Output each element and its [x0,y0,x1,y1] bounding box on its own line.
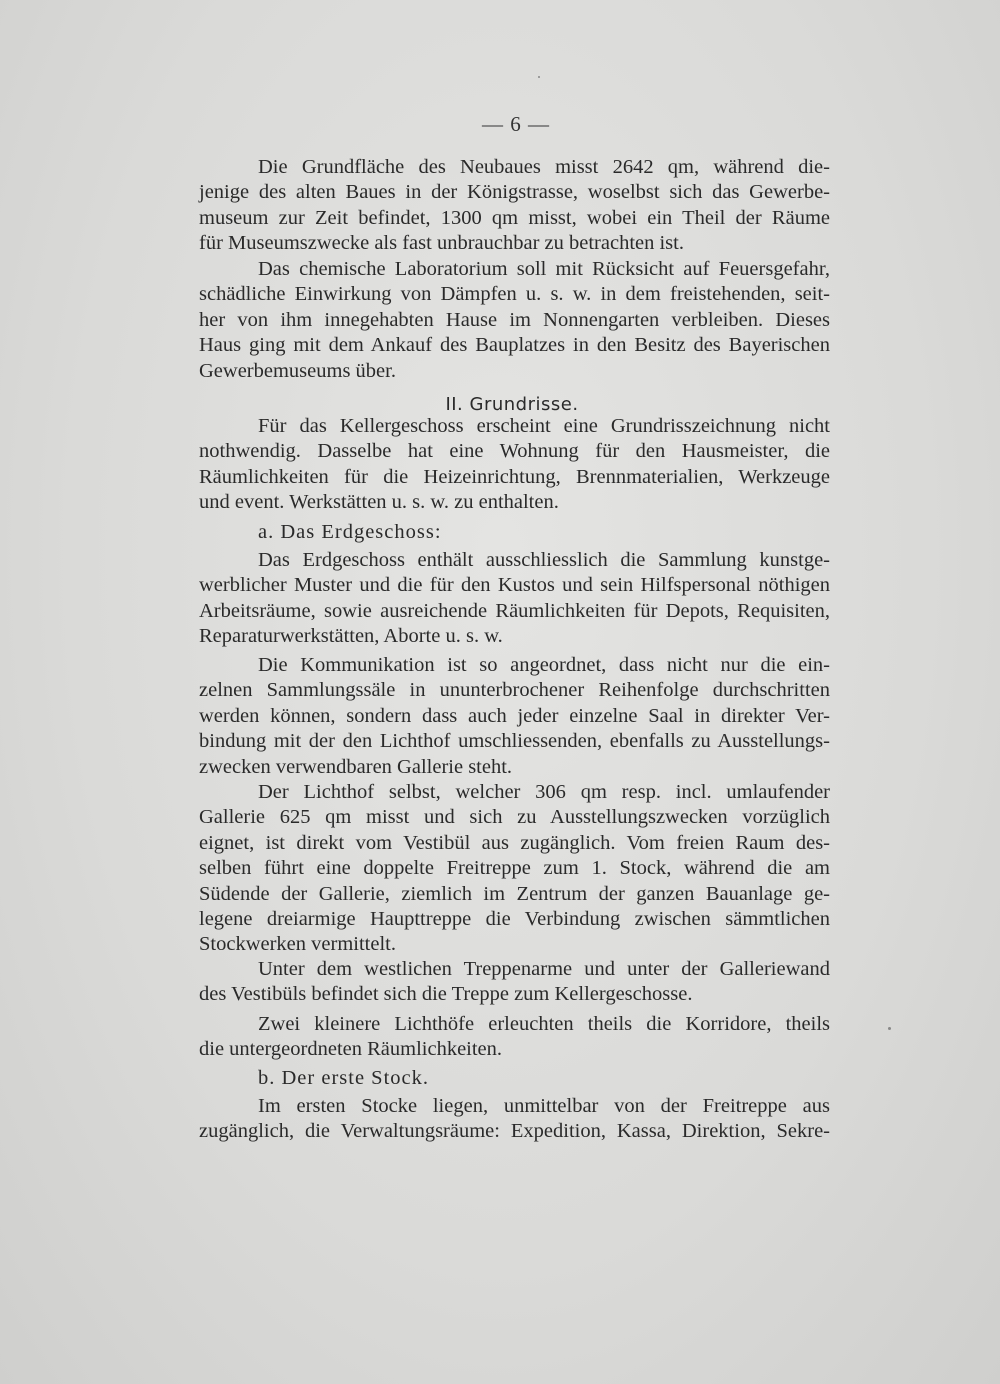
text-line: Stockwerken vermittelt. [199,933,396,956]
paragraph-lichthoefe [199,1012,830,1063]
subheading-erdgeschoss: a. Das Erdgeschoss: [258,521,442,543]
scan-speck [538,76,540,78]
text-line: Südende der Gallerie, ziemlich im Zentrum der ganzen Bauanlage ge- [199,882,830,905]
text-line: selben führt eine doppelte Freitreppe zum 1. Stock, während die am [199,857,830,880]
text-line: eignet, ist direkt vom Vestibül aus zugänglich. Vom freien Raum des- [199,831,830,854]
paragraph-erdgeschoss [199,548,830,650]
text-line: bindung mit der den Lichthof umschliessenden, ebenfalls zu Ausstellungs- [199,730,830,753]
text-line: des Vestibüls befindet sich die Treppe zum Kellergeschosse. [199,983,693,1006]
section-heading: II. Grundrisse. [445,394,579,415]
text-line: Reparaturwerkstätten, Aborte u. s. w. [199,625,503,648]
paragraph-grundflaeche [199,155,830,257]
text-line: her von ihm innegehabten Hause im Nonnengarten verbleiben. Dieses [199,308,830,331]
text-line: museum zur Zeit befindet, 1300 qm misst, wobei ein Theil der Räume [199,206,830,229]
text-line: Die Grundfläche des Neubaues misst 2642 qm, während die- [258,156,830,178]
text-line: und event. Werkstätten u. s. w. zu enthalten. [199,491,559,514]
text-line: Unter dem westlichen Treppenarme und unter der Galleriewand [258,958,830,980]
text-line: werblicher Muster und die für den Kustos und sein Hilfspersonal nöthigen [199,574,830,597]
text-line: nothwendig. Dasselbe hat eine Wohnung für den Hausmeister, die [199,440,830,463]
paragraph-laboratorium [199,257,830,384]
text-line: zugänglich, die Verwaltungsräume: Expedition, Kassa, Direktion, Sekre- [199,1120,830,1143]
text-line: schädliche Einwirkung von Dämpfen u. s. w. in dem freistehenden, seit- [199,283,830,306]
paragraph-treppenarme [199,957,830,1008]
paragraph-erster-stock [199,1094,830,1145]
text-line: für Museumszwecke als fast unbrauchbar zu betrachten ist. [199,232,684,255]
text-line: legene dreiarmige Haupttreppe die Verbindung zwischen sämmtlichen [199,908,830,931]
text-line: Gewerbemuseums über. [199,359,396,382]
text-line: zwecken verwendbaren Gallerie steht. [199,755,513,778]
text-line: werden können, sondern dass auch jeder einzelne Saal in direkter Ver- [199,704,830,727]
paragraph-kommunikation [199,653,830,780]
text-line: Der Lichthof selbst, welcher 306 qm resp. incl. umlaufender [258,781,830,803]
text-line: die untergeordneten Räumlichkeiten. [199,1038,503,1061]
scan-speck [888,1027,891,1030]
text-line: Das Erdgeschoss enthält ausschliesslich die Sammlung kunstge- [258,549,830,571]
text-line: Gallerie 625 qm misst und sich zu Ausstellungszwecken vorzüglich [199,806,830,829]
text-line: jenige des alten Baues in der Königstrasse, woselbst sich das Gewerbe- [199,181,830,204]
text-line: Arbeitsräume, sowie ausreichende Räumlichkeiten für Depots, Requisiten, [199,599,830,622]
page-number: — 6 — [482,112,550,136]
paragraph-lichthof [199,780,830,958]
text-line: Für das Kellergeschoss erscheint eine Grundrisszeichnung nicht [258,415,830,437]
text-line: Zwei kleinere Lichthöfe erleuchten theils die Korridore, theils [258,1013,830,1035]
text-line: Haus ging mit dem Ankauf des Bauplatzes in den Besitz des Bayerischen [199,334,830,357]
text-line: Das chemische Laboratorium soll mit Rücksicht auf Feuersgefahr, [258,258,830,280]
text-line: Im ersten Stocke liegen, unmittelbar von der Freitreppe aus [258,1095,830,1117]
subheading-erster-stock: b. Der erste Stock. [258,1067,429,1089]
text-line: Die Kommunikation ist so angeordnet, dass nicht nur die ein- [258,654,830,676]
text-line: zelnen Sammlungssäle in ununterbrochener Reihenfolge durchschritten [199,679,830,702]
text-line: Räumlichkeiten für die Heizeinrichtung, Brennmaterialien, Werkzeuge [199,465,830,488]
paragraph-kellergeschoss [199,414,830,516]
